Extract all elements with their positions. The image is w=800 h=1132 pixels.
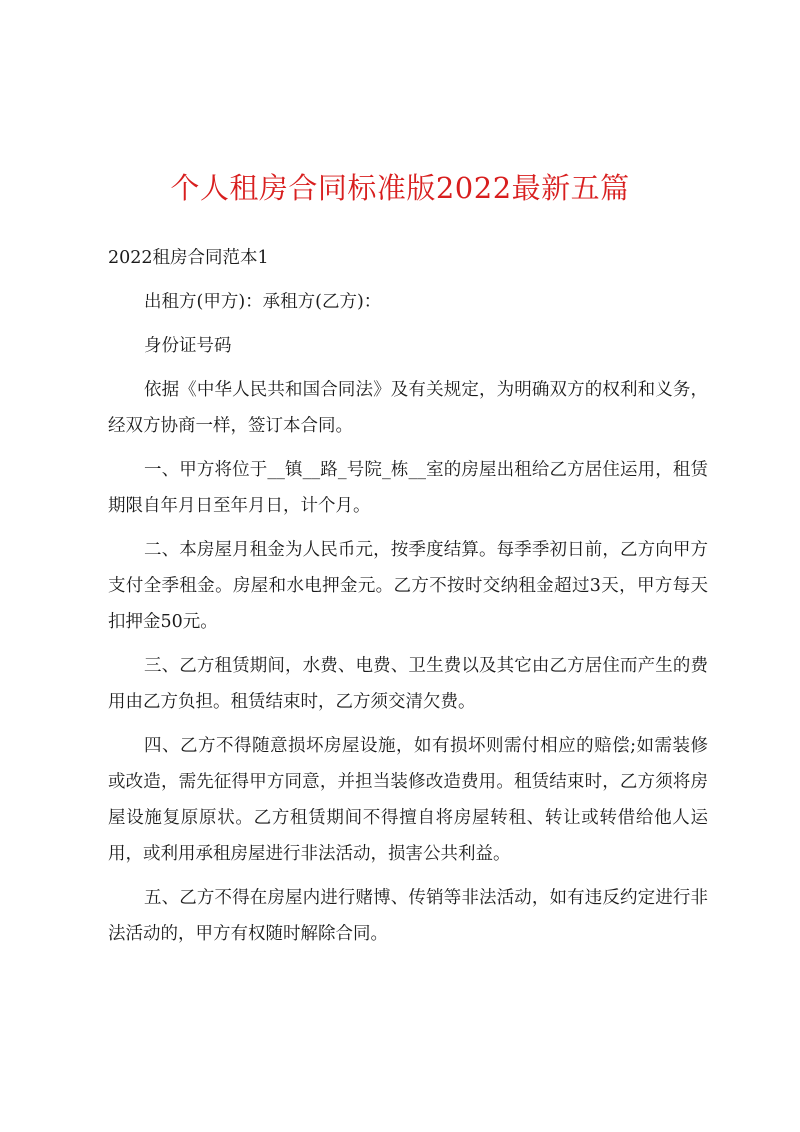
paragraph-clause-3: 三、乙方租赁期间，水费、电费、卫生费以及其它由乙方居住而产生的费用由乙方负担。租赁结束时，乙方须交清欠费。 bbox=[108, 656, 708, 712]
paragraph-preamble: 依据《中华人民共和国合同法》及有关规定，为明确双方的权利和义务，经双方协商一样，签订本合同。 bbox=[108, 380, 708, 436]
document-body bbox=[108, 240, 708, 960]
paragraph-clause-2: 二、本房屋月租金为人民币元，按季度结算。每季季初日前，乙方向甲方支付全季租金。房屋和水电押金元。乙方不按时交纳租金超过3天，甲方每天扣押金50元。 bbox=[108, 540, 708, 632]
document-title: 个人租房合同标准版2022最新五篇 bbox=[170, 171, 630, 205]
paragraph-id-number: 身份证号码 bbox=[144, 336, 232, 356]
paragraph-clause-1: 一、甲方将位于__镇__路_号院_栋__室的房屋出租给乙方居住运用，租赁期限自年月日至年月日，计个月。 bbox=[108, 460, 708, 516]
section-heading: 2022租房合同范本1 bbox=[108, 248, 269, 268]
paragraph-parties: 出租方(甲方)：承租方(乙方)： bbox=[144, 292, 382, 312]
paragraph-clause-5: 五、乙方不得在房屋内进行赌博、传销等非法活动，如有违反约定进行非法活动的，甲方有权随时解除合同。 bbox=[108, 888, 708, 944]
paragraph-clause-4: 四、乙方不得随意损坏房屋设施，如有损坏则需付相应的赔偿;如需装修或改造，需先征得甲方同意，并担当装修改造费用。租赁结束时，乙方须将房屋设施复原原状。乙方租赁期间不得擅自将房屋转租、转让或转借给他人运用，或利用承租房屋进行非法活动，损害公共利益。 bbox=[108, 736, 708, 864]
